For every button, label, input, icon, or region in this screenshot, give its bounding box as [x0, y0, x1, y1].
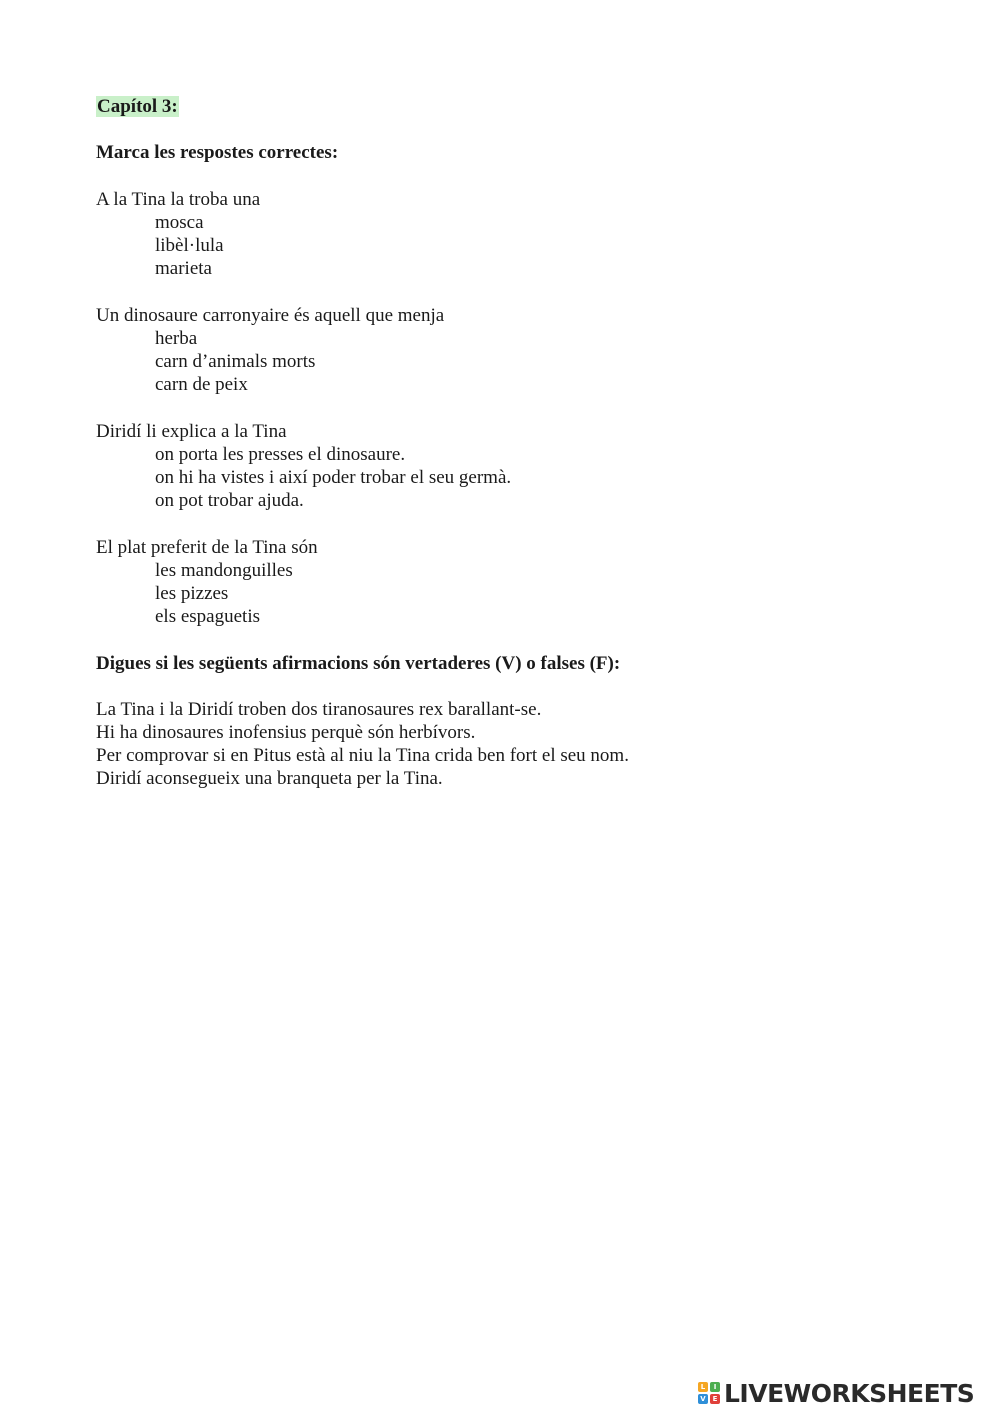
question-prompt: Diridí li explica a la Tina [96, 420, 287, 442]
chapter-title: Capítol 3: [97, 96, 178, 117]
answer-option[interactable]: herba [155, 327, 198, 349]
answer-option[interactable]: els espaguetis [155, 606, 261, 628]
true-false-statement[interactable]: La Tina i la Diridí troben dos tiranosaures rex barallant-se. [96, 698, 542, 720]
section2-heading: Digues si les següents afirmacions són vertaderes (V) o falses (F): [96, 652, 621, 674]
answer-option[interactable]: les pizzes [155, 582, 229, 604]
question-block [96, 188, 916, 281]
question-prompt: A la Tina la troba una [96, 188, 261, 210]
answer-option[interactable]: marieta [155, 258, 212, 280]
logo-text: LIVEWORKSHEETS [724, 1378, 975, 1408]
question-block [96, 420, 916, 513]
logo-mark-letter: E [710, 1394, 720, 1404]
answer-option[interactable]: carn d’animals morts [155, 351, 316, 373]
answer-option[interactable]: on hi ha vistes i així poder trobar el seu germà. [155, 467, 512, 488]
question-prompt: El plat preferit de la Tina són [96, 536, 318, 558]
statements-list [96, 698, 916, 791]
question-prompt: Un dinosaure carronyaire és aquell que menja [96, 304, 445, 326]
logo-mark-icon [698, 1382, 720, 1404]
logo-mark-letter: V [698, 1394, 708, 1404]
liveworksheets-logo [698, 1378, 974, 1408]
chapter-title-line [96, 95, 916, 118]
question-block [96, 536, 916, 629]
true-false-statement[interactable]: Diridí aconsegueix una branqueta per la Tina. [96, 768, 443, 790]
answer-option[interactable]: on pot trobar ajuda. [155, 490, 304, 512]
logo-mark-letter: L [698, 1382, 708, 1392]
section1-heading: Marca les respostes correctes: [96, 142, 339, 164]
worksheet-page [96, 95, 916, 791]
answer-option[interactable]: libèl·lula [155, 235, 224, 257]
question-block [96, 304, 916, 397]
answer-option[interactable]: les mandonguilles [155, 559, 293, 581]
true-false-statement[interactable]: Per comprovar si en Pitus està al niu la Tina crida ben fort el seu nom. [96, 745, 629, 767]
answer-option[interactable]: on porta les presses el dinosaure. [155, 443, 406, 465]
answer-option[interactable]: mosca [155, 211, 204, 233]
logo-mark-letter: I [710, 1382, 720, 1392]
true-false-statement[interactable]: Hi ha dinosaures inofensius perquè són herbívors. [96, 722, 476, 744]
answer-option[interactable]: carn de peix [155, 374, 248, 396]
